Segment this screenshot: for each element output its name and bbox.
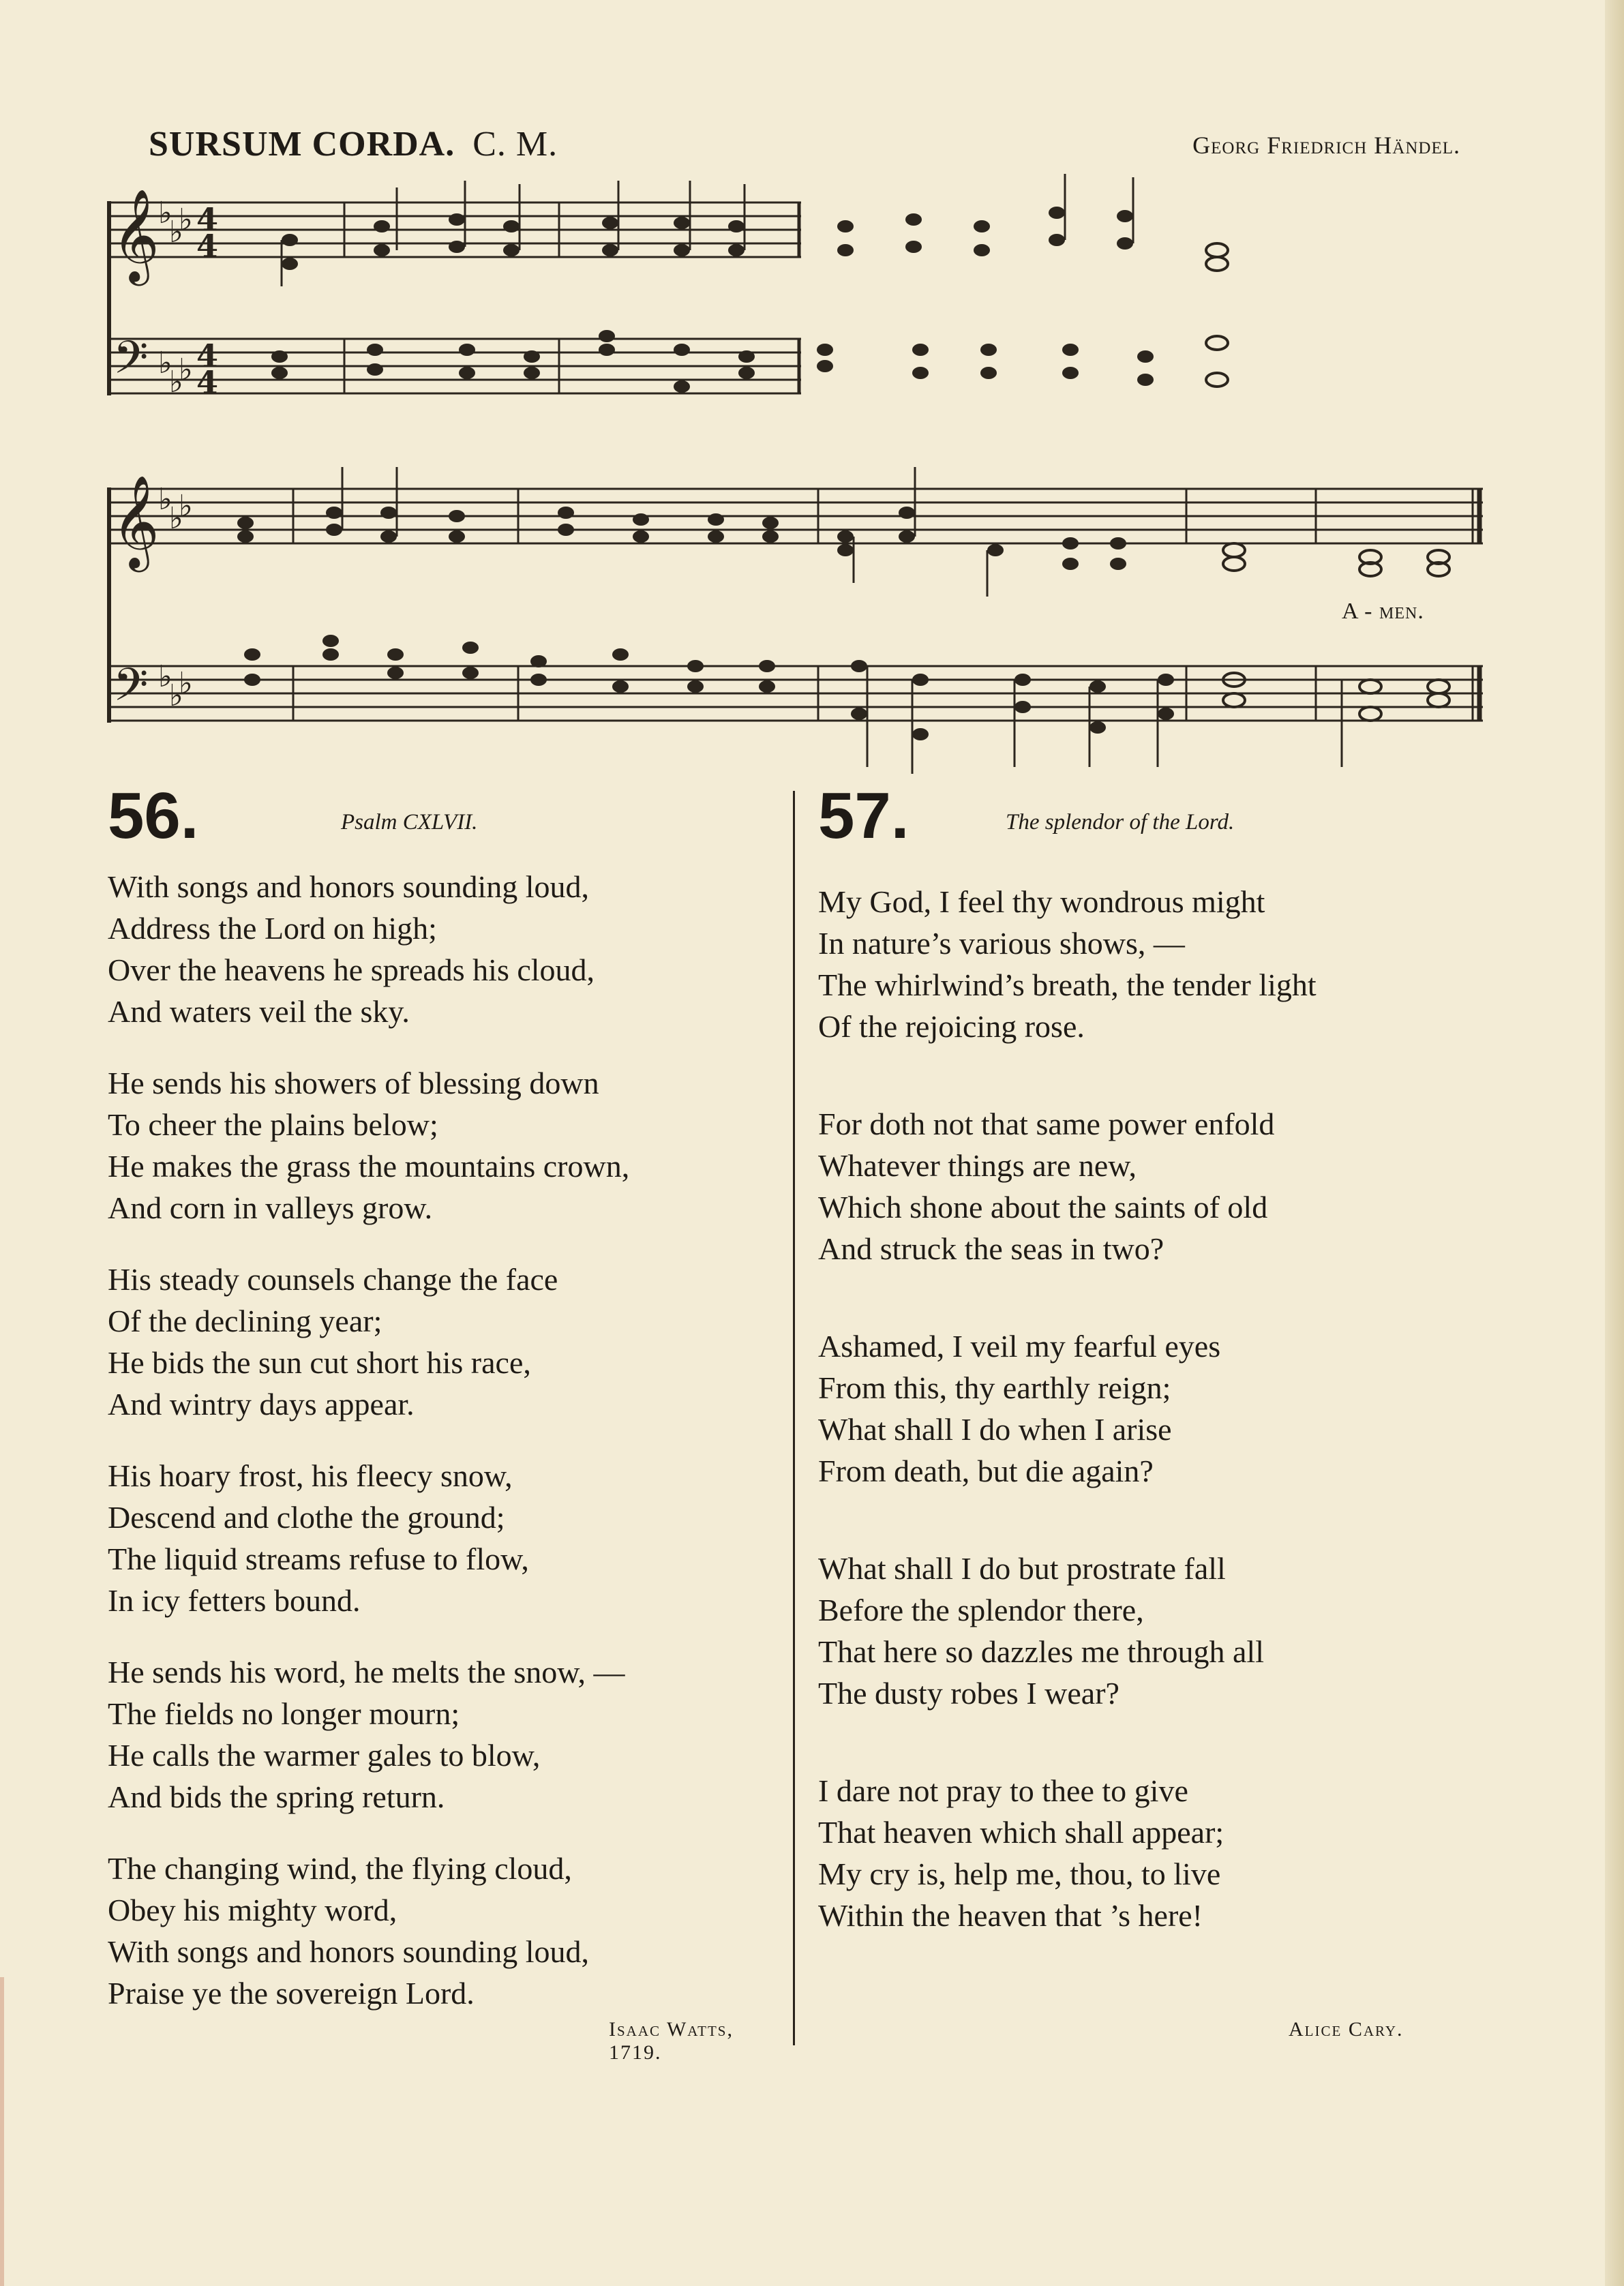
author-attribution: Isaac Watts, 1719.: [609, 2018, 734, 2064]
stanza: [108, 1455, 783, 1621]
verse-line: My God, I feel thy wondrous might: [818, 884, 1265, 919]
svg-text:𝄢: 𝄢: [113, 659, 149, 722]
verse-line: With songs and honors sounding loud,: [108, 1934, 590, 1969]
svg-text:♭: ♭: [169, 678, 183, 713]
verse-line: He sends his word, he melts the snow, —: [108, 1655, 625, 1689]
verse-line: And bids the spring return.: [108, 1779, 445, 1814]
verse-line: He sends his showers of blessing down: [108, 1066, 599, 1100]
amen-men: men.: [1379, 599, 1424, 624]
svg-text:4: 4: [196, 337, 219, 374]
verse-line: For doth not that same power enfold: [818, 1107, 1275, 1141]
svg-text:♭: ♭: [158, 482, 172, 517]
verse-line: Of the declining year;: [108, 1304, 382, 1338]
svg-text:♭: ♭: [158, 659, 172, 694]
verse-line: The dusty robes I wear?: [818, 1676, 1119, 1711]
hymn-number: 56.: [108, 779, 199, 852]
svg-text:♭: ♭: [179, 202, 193, 237]
verse-line: From this, thy earthly reign;: [818, 1370, 1171, 1405]
stanza: [108, 1259, 783, 1425]
hymn-caption: The splendor of the Lord.: [1006, 810, 1235, 834]
hymn-caption: Psalm CXLVII.: [341, 810, 478, 834]
svg-text:4: 4: [196, 201, 219, 238]
svg-text:4: 4: [196, 228, 219, 265]
svg-text:♭: ♭: [169, 501, 183, 536]
stanza: [818, 1103, 1500, 1269]
verse-line: Address the Lord on high;: [108, 911, 437, 946]
hymn-57: [818, 779, 1500, 2041]
stanza: [818, 1548, 1500, 1714]
tune-title: [149, 124, 558, 164]
verse-line: That heaven which shall appear;: [818, 1815, 1224, 1850]
verse-line: He bids the sun cut short his race,: [108, 1345, 531, 1380]
verse-line: Descend and clothe the ground;: [108, 1500, 505, 1535]
verse-line: To cheer the plains below;: [108, 1107, 438, 1142]
svg-text:♭: ♭: [158, 196, 172, 230]
verse-line: That here so dazzles me through all: [818, 1634, 1264, 1669]
verse-line: In nature’s various shows, —: [818, 926, 1185, 961]
verse-line: What shall I do but prostrate fall: [818, 1551, 1226, 1586]
bass-clef-icon: 𝄢: [113, 331, 149, 395]
column-divider: [793, 791, 795, 2045]
verse-line: In icy fetters bound.: [108, 1583, 361, 1618]
verse-line: Obey his mighty word,: [108, 1893, 397, 1927]
verse-line: The fields no longer mourn;: [108, 1696, 460, 1731]
verse-line: Before the splendor there,: [818, 1593, 1144, 1627]
verse-line: His steady counsels change the face: [108, 1262, 558, 1297]
verse-line: Ashamed, I veil my fearful eyes: [818, 1329, 1221, 1364]
svg-text:♭: ♭: [179, 352, 193, 387]
verse-line: Within the heaven that ’s here!: [818, 1898, 1203, 1933]
svg-text:♭: ♭: [169, 365, 183, 400]
stanza: [818, 881, 1500, 1047]
page-edge: [1605, 0, 1624, 2286]
verse-line: What shall I do when I arise: [818, 1412, 1172, 1447]
verse-line: He makes the grass the mountains crown,: [108, 1149, 630, 1184]
verse-line: Praise ye the sovereign Lord.: [108, 1976, 475, 2011]
verse-line: From death, but die again?: [818, 1454, 1154, 1488]
author-attribution: Alice Cary.: [1289, 2018, 1404, 2041]
verse-line: The liquid streams refuse to flow,: [108, 1541, 529, 1576]
verse-line: And struck the seas in two?: [818, 1231, 1164, 1266]
verse-line: The changing wind, the flying cloud,: [108, 1851, 572, 1886]
svg-text:4: 4: [196, 364, 219, 401]
hymn-56: [108, 779, 783, 2064]
verse-line: His hoary frost, his fleecy snow,: [108, 1458, 513, 1493]
page-edge-stain: [0, 1977, 4, 2286]
stanza: [108, 1651, 783, 1818]
tune-meter: C. M.: [472, 125, 558, 164]
verse-line: And wintry days appear.: [108, 1387, 415, 1422]
stanza: [818, 1325, 1500, 1492]
verse-line: And waters veil the sky.: [108, 994, 410, 1029]
treble-clef-icon: 𝄞: [112, 187, 160, 282]
verse-line: With songs and honors sounding loud,: [108, 869, 590, 904]
amen-a: A -: [1342, 599, 1373, 624]
music-score: [102, 174, 1493, 787]
svg-text:♭: ♭: [179, 489, 193, 524]
amen-lyric: [1342, 599, 1424, 625]
verse-line: Over the heavens he spreads his cloud,: [108, 952, 595, 987]
hymn-number: 57.: [818, 779, 909, 852]
verse-line: Whatever things are new,: [818, 1148, 1137, 1183]
stanza: [108, 1848, 783, 2014]
verse-line: And corn in valleys grow.: [108, 1190, 433, 1225]
verse-line: I dare not pray to thee to give: [818, 1773, 1188, 1808]
verse-line: The whirlwind’s breath, the tender light: [818, 967, 1317, 1002]
svg-text:♭: ♭: [169, 215, 183, 250]
svg-text:♭: ♭: [158, 346, 172, 380]
svg-text:𝄞: 𝄞: [112, 474, 160, 568]
stanza: [108, 1062, 783, 1229]
verse-line: Which shone about the saints of old: [818, 1190, 1268, 1224]
verse-line: He calls the warmer gales to blow,: [108, 1738, 541, 1773]
stanza: [818, 1770, 1500, 1936]
verse-line: My cry is, help me, thou, to live: [818, 1856, 1221, 1891]
composer: Georg Friedrich Händel.: [1192, 132, 1460, 159]
stanza: [108, 866, 783, 1032]
svg-text:♭: ♭: [179, 666, 193, 701]
verse-line: Of the rejoicing rose.: [818, 1009, 1085, 1044]
tune-name: SURSUM CORDA.: [149, 125, 455, 164]
